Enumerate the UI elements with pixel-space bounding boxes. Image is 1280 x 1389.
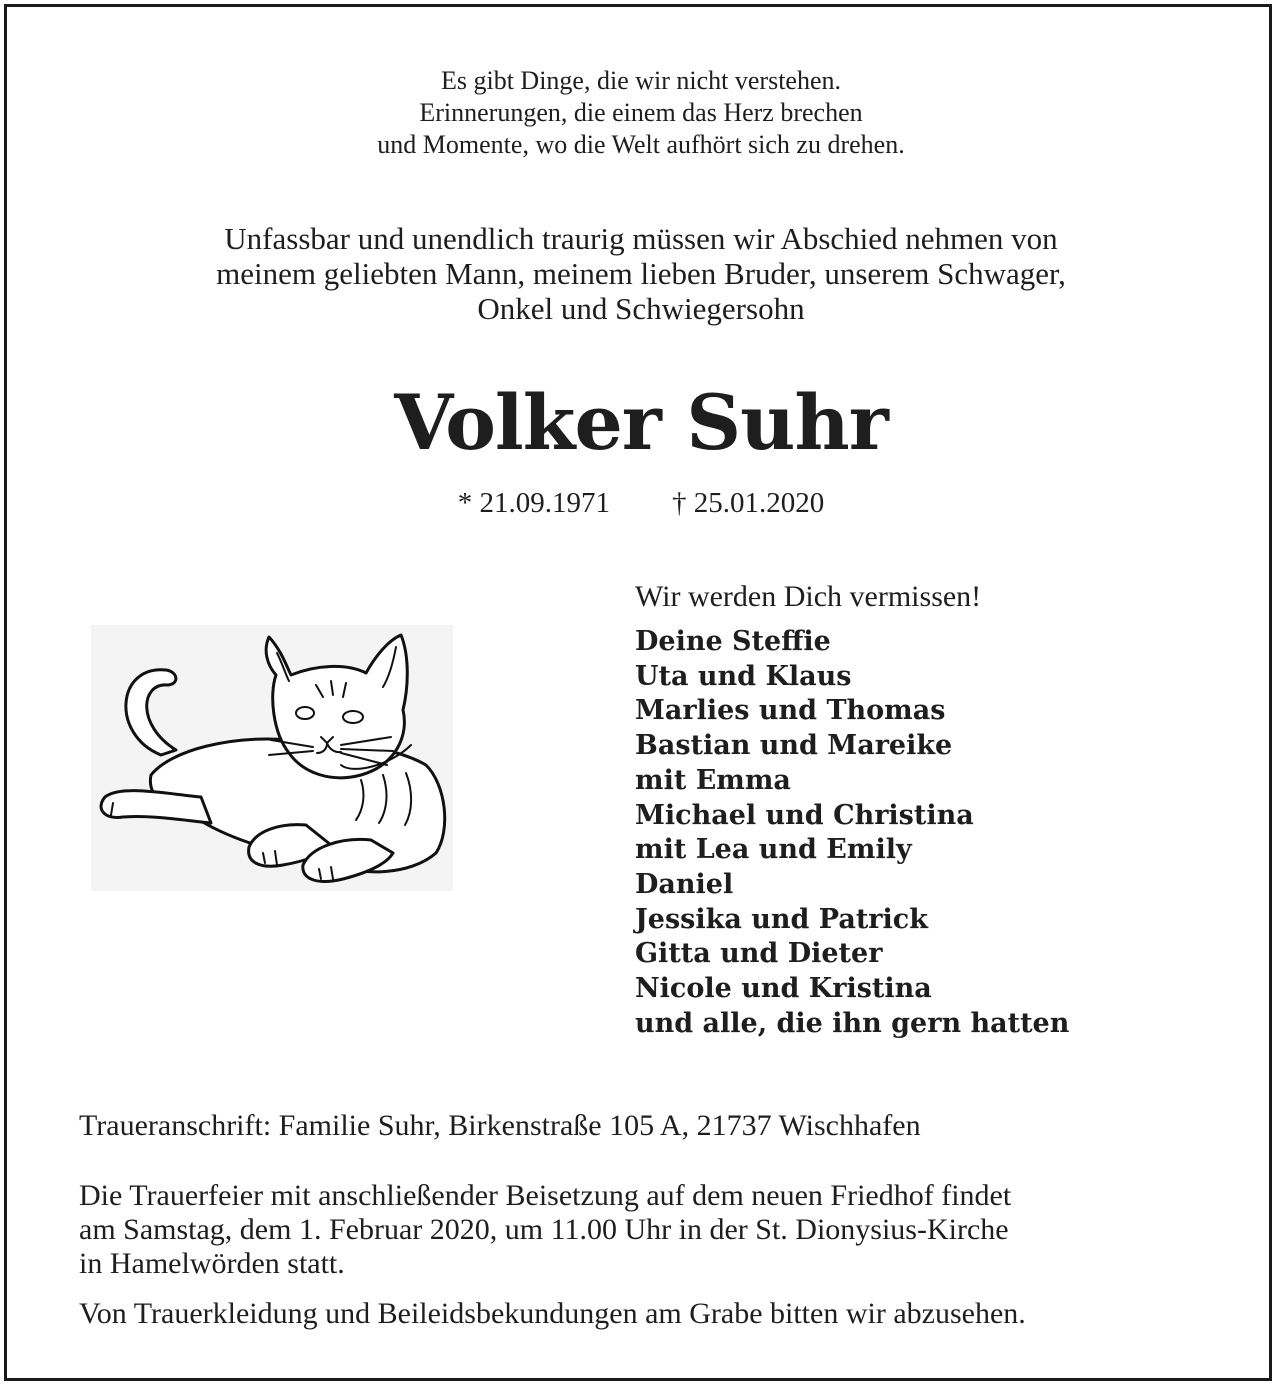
mourner: Jessika und Patrick [635, 903, 928, 935]
obituary-frame [4, 4, 1272, 1381]
mourner: Bastian und Mareike [635, 730, 953, 762]
intro-line: Onkel und Schwiegersohn [477, 291, 805, 326]
mourner: Nicole und Kristina [635, 973, 932, 1005]
poem-line: und Momente, wo die Welt aufhört sich zu drehen. [377, 130, 905, 159]
family-section [635, 579, 1255, 1041]
deceased-name: Volker Suhr [394, 378, 888, 467]
poem [7, 65, 1275, 161]
mourner: mit Lea und Emily [635, 834, 912, 866]
condolence-wish: Von Trauerkleidung und Beileidsbekundungen am Grabe bitten wir abzusehen. [79, 1297, 1026, 1330]
mourner: und alle, die ihn gern hatten [635, 1007, 1070, 1039]
ceremony-line: am Samstag, dem 1. Februar 2020, um 11.00 Uhr in der St. Dionysius-Kirche [79, 1213, 1009, 1246]
intro-line: Unfassbar und unendlich traurig müssen wir Abschied nehmen von [224, 221, 1058, 256]
poem-line: Erinnerungen, die einem das Herz brechen [419, 98, 863, 127]
life-dates [7, 485, 1275, 521]
birth-date: * 21.09.1971 [457, 487, 610, 519]
miss-phrase: Wir werden Dich vermissen! [635, 580, 982, 613]
mourner: mit Emma [635, 764, 791, 796]
mourner: Michael und Christina [635, 799, 974, 831]
death-date: † 25.01.2020 [672, 487, 825, 519]
mourner: Marlies und Thomas [635, 695, 946, 727]
mourner: Daniel [635, 868, 734, 900]
mourning-address: Traueranschrift: Familie Suhr, Birkenstraße 105 A, 21737 Wischhafen [79, 1109, 921, 1142]
intro-text [7, 221, 1275, 326]
mourner-list [635, 625, 1255, 1041]
ceremony-line: in Hamelwörden statt. [79, 1247, 345, 1280]
mourner: Gitta und Dieter [635, 938, 883, 970]
ceremony-info [79, 1179, 1219, 1281]
intro-line: meinem geliebten Mann, meinem lieben Bruder, unserem Schwager, [216, 256, 1066, 291]
mourner: Uta und Klaus [635, 660, 852, 692]
cat-illustration [91, 625, 453, 891]
cat-icon [91, 625, 453, 891]
poem-line: Es gibt Dinge, die wir nicht verstehen. [440, 66, 842, 95]
ceremony-line: Die Trauerfeier mit anschließender Beisetzung auf dem neuen Friedhof findet [79, 1179, 1012, 1212]
mourner: Deine Steffie [635, 626, 831, 657]
